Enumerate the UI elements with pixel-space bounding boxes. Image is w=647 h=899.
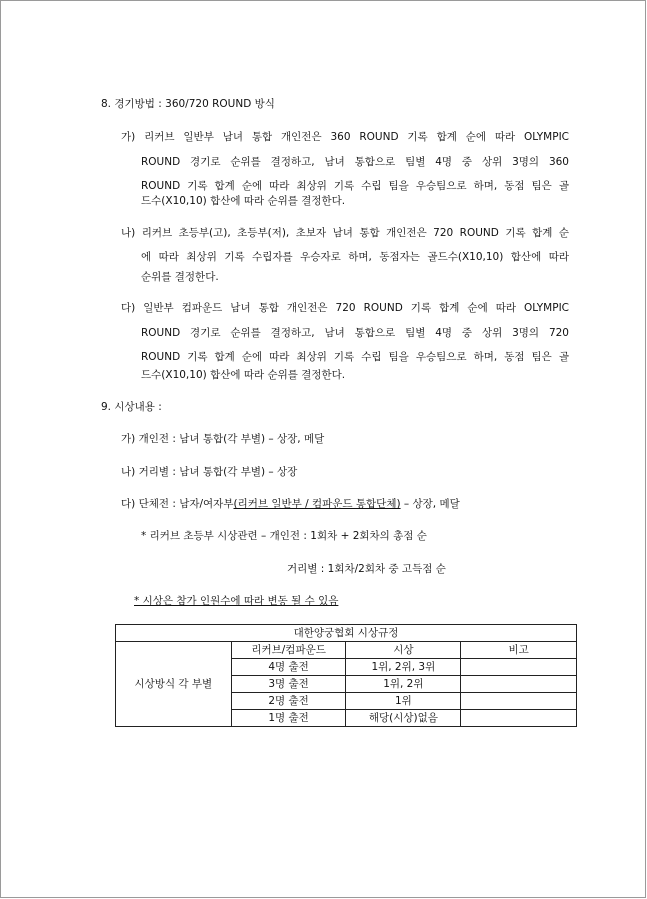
table-title-row	[116, 625, 577, 642]
s9-da-suffix: – 상장, 메달	[400, 498, 460, 510]
table-cell-award: 1위, 2위	[346, 676, 461, 693]
s8-ga-line-3: ROUND 기록 합계 순에 따라 최상위 기록 수립 팀을 우승팀으로 하며, 동점 팀은 골	[141, 180, 569, 192]
table-header: 시상	[346, 642, 461, 659]
table-cell-note	[461, 710, 577, 727]
s8-da-line-4: 드수(X10,10) 합산에 따라 순위를 결정한다.	[141, 369, 346, 381]
s8-na-line-1: 나) 리커브 초등부(고), 초등부(저), 초보자 남녀 통합 개인전은 720 ROUND 기록 합계 순	[121, 227, 569, 239]
table-header: 리커브/컴파운드	[231, 642, 346, 659]
s9-note-3: * 시상은 참가 인원수에 따라 변동 될 수 있음	[134, 595, 339, 607]
s8-ga-line-4: 드수(X10,10) 합산에 따라 순위를 결정한다.	[141, 195, 346, 207]
table-cell-count: 2명 출전	[231, 693, 346, 710]
s9-da-prefix: 다) 단체전 : 남자/여자부	[121, 498, 234, 510]
s8-na-line-2: 에 따라 최상위 기록 수립자를 우승자로 하며, 동점자는 골드수(X10,10) 합산에 따라	[141, 251, 569, 263]
s9-note-2: 거리별 : 1회차/2회차 중 고득점 순	[287, 563, 446, 575]
table-cell-award: 해당(시상)없음	[346, 710, 461, 727]
table-cell-count: 4명 출전	[231, 659, 346, 676]
table-cell-note	[461, 693, 577, 710]
table-cell-note	[461, 659, 577, 676]
award-rules-table	[115, 624, 577, 727]
table-cell-count: 3명 출전	[231, 676, 346, 693]
table-row-label: 시상방식 각 부별	[116, 642, 232, 727]
table-header-row	[116, 642, 577, 659]
table-cell-award: 1위, 2위, 3위	[346, 659, 461, 676]
s9-ga: 가) 개인전 : 남녀 통합(각 부별) – 상장, 메달	[121, 433, 325, 445]
section-9-heading: 9. 시상내용 :	[101, 401, 162, 413]
section-8-heading: 8. 경기방법 : 360/720 ROUND 방식	[101, 98, 275, 110]
table-header: 비고	[461, 642, 577, 659]
s9-note-1: * 리커브 초등부 시상관련 – 개인전 : 1회차 + 2회차의 총점 순	[141, 530, 427, 542]
s8-ga-line-1: 가) 리커브 일반부 남녀 통합 개인전은 360 ROUND 기록 합계 순에 따라 OLYMPIC	[121, 131, 569, 143]
table-cell-award: 1위	[346, 693, 461, 710]
table-title: 대한양궁협회 시상규정	[116, 625, 577, 642]
s9-da-underlined: (리커브 일반부 / 컴파운드 통합단체)	[233, 498, 401, 510]
s8-da-line-2: ROUND 경기로 순위를 결정하고, 남녀 통합으로 팀별 4명 중 상위 3명의 720	[141, 327, 569, 339]
table-cell-count: 1명 출전	[231, 710, 346, 727]
s8-ga-line-2: ROUND 경기로 순위를 결정하고, 남녀 통합으로 팀별 4명 중 상위 3명의 360	[141, 156, 569, 168]
s9-na: 나) 거리별 : 남녀 통합(각 부별) – 상장	[121, 466, 298, 478]
s9-da	[121, 497, 460, 511]
s8-na-line-3: 순위를 결정한다.	[141, 271, 219, 283]
s8-da-line-3: ROUND 기록 합계 순에 따라 최상위 기록 수립 팀을 우승팀으로 하며, 동점 팀은 골	[141, 351, 569, 363]
table-cell-note	[461, 676, 577, 693]
s8-da-line-1: 다) 일반부 컴파운드 남녀 통합 개인전은 720 ROUND 기록 합계 순에 따라 OLYMPIC	[121, 302, 569, 314]
